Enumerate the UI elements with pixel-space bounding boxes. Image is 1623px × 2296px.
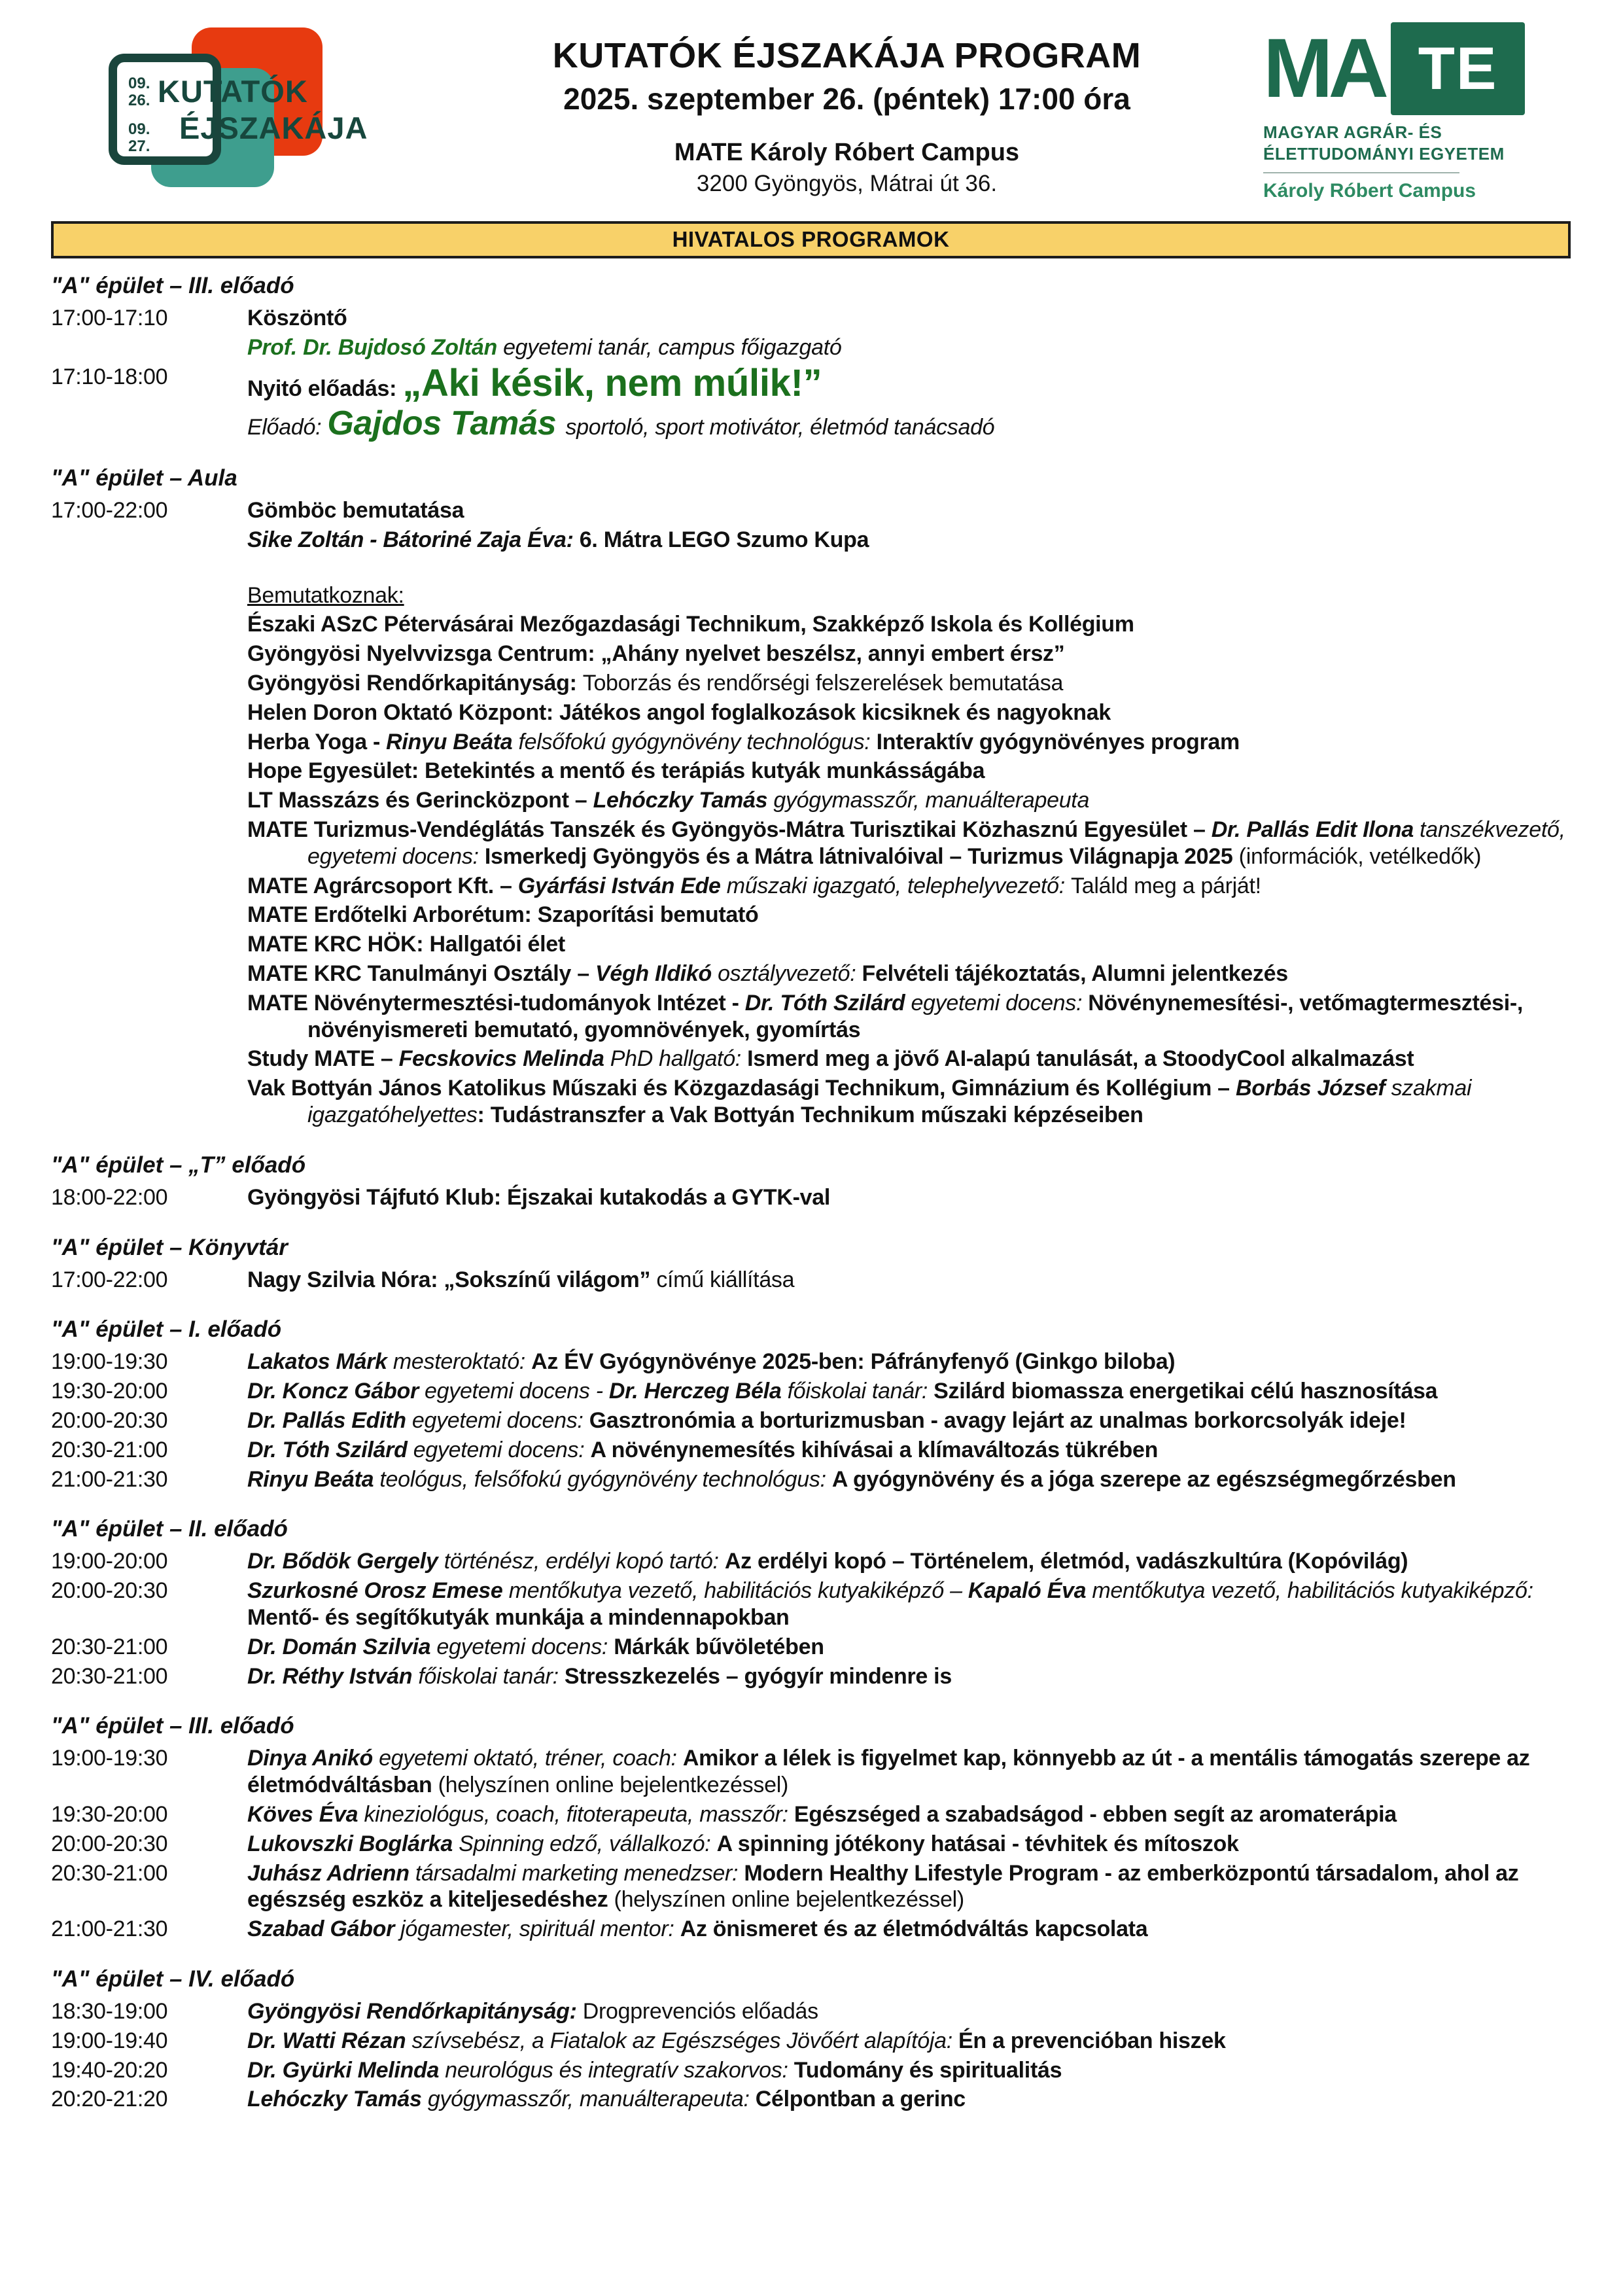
row-content — [247, 1438, 1158, 1462]
text-segment: Spinning edző, vállalkozó: — [459, 1831, 717, 1856]
mate-logo-name-line1: MAGYAR AGRÁR- ÉS — [1263, 122, 1442, 142]
official-programs-banner: HIVATALOS PROGRAMOK — [51, 221, 1571, 258]
text-segment: Gömböc bemutatása — [247, 498, 464, 523]
program-row — [51, 361, 1571, 404]
text-segment: Lukovszki Boglárka — [247, 1831, 459, 1856]
section-heading: "A" épület – „T” előadó — [51, 1152, 306, 1178]
text-segment: MATE KRC Tanulmányi Osztály – — [247, 961, 595, 987]
row-content — [247, 527, 869, 552]
row-content — [247, 788, 1089, 813]
text-segment: Mentő- és segítőkutyák munkája a mindennapokban — [247, 1604, 790, 1630]
time-range: 20:00-20:30 — [51, 1408, 168, 1433]
text-segment: Gasztronómia a borturizmusban - avagy lejárt az unalmas borkorcsolyák ideje! — [589, 1408, 1406, 1433]
text-segment: gyógymasszőr, manuálterapeuta: — [427, 2087, 756, 2112]
text-segment: Felvételi tájékoztatás, Alumni jelentkezés — [862, 961, 1288, 987]
text-segment: mesteroktató: — [393, 1349, 532, 1375]
text-segment: Az ÉV Gyógynövénye 2025-ben: Páfrányfenyő (Ginkgo biloba) — [531, 1349, 1176, 1375]
time-range: 19:30-20:00 — [51, 1801, 168, 1827]
text-segment: (információk, vetélkedők) — [1238, 843, 1482, 869]
section-heading: "A" épület – II. előadó — [51, 1516, 288, 1542]
text-segment: Drogprevenciós előadás — [582, 1998, 818, 2024]
row-content — [247, 1408, 1406, 1433]
program-section — [51, 1713, 1571, 1943]
text-segment: Gyárfási István Ede — [517, 873, 727, 898]
time-range: 18:00-22:00 — [51, 1184, 168, 1210]
text-segment: Gyöngyösi Rendőrkapitányság: — [247, 1998, 583, 2024]
text-segment: Study MATE – — [247, 1046, 399, 1072]
program-row — [51, 1860, 1571, 1914]
row-content — [247, 1916, 1147, 1941]
program-row-continuation — [51, 670, 1571, 697]
row-content — [247, 1634, 824, 1659]
text-segment: társadalmi marketing menedzser: — [415, 1860, 744, 1886]
program-row-continuation — [51, 873, 1571, 900]
section-heading: "A" épület – Aula — [51, 465, 237, 491]
text-segment: Szilárd biomassza energetikai célú hasznosítása — [934, 1379, 1438, 1404]
program-row — [51, 2057, 1571, 2084]
program-row — [51, 1407, 1571, 1434]
text-segment: Rinyu Beáta — [247, 1466, 380, 1492]
program-row-continuation — [51, 641, 1571, 667]
text-segment: Köves Éva — [247, 1801, 364, 1827]
text-segment: történész, erdélyi kopó tartó: — [444, 1549, 725, 1574]
row-content — [247, 1467, 1456, 1492]
program-row-continuation — [51, 611, 1571, 638]
text-segment: Célpontban a gerinc — [755, 2087, 966, 2112]
text-segment: Juhász Adrienn — [247, 1860, 415, 1886]
text-segment: osztályvezető: — [718, 961, 862, 987]
time-range: 17:00-17:10 — [51, 306, 168, 330]
text-segment: Dr. Pallás Edith — [247, 1408, 412, 1433]
kutatok-ejszakaja-logo — [51, 18, 430, 215]
text-segment: egyetemi tanár, campus főigazgató — [503, 334, 842, 360]
text-segment: Dr. Domán Szilvia — [247, 1634, 437, 1659]
time-range: 21:00-21:30 — [51, 1916, 168, 1942]
text-segment: Dr. Watti Rézan — [247, 2028, 412, 2053]
text-segment: Dr. Tóth Szilárd — [247, 1437, 413, 1462]
program-row — [51, 497, 1571, 524]
program-row-continuation — [51, 817, 1571, 870]
row-content — [247, 1185, 830, 1210]
program-row — [51, 1184, 1571, 1211]
text-segment: Stresszkezelés – gyógyír mindenre is — [564, 1663, 952, 1689]
program-row — [51, 1437, 1571, 1464]
text-segment: sportoló, sport motivátor, életmód tanácsadó — [565, 415, 995, 440]
row-content — [247, 874, 1261, 898]
text-segment: „Aki késik, nem múlik!” — [402, 361, 822, 404]
text-segment: Rinyu Beáta — [386, 729, 519, 754]
row-content — [247, 991, 1523, 1042]
text-segment: MATE KRC HÖK: Hallgatói élet — [247, 932, 565, 957]
text-segment: Borbás József — [1235, 1076, 1391, 1101]
text-segment: Márkák bűvöletében — [614, 1634, 824, 1659]
text-segment: Fecskovics Melinda — [398, 1046, 610, 1072]
program-row-continuation — [51, 406, 1571, 442]
section-heading: "A" épület – Könyvtár — [51, 1234, 288, 1260]
program-row-continuation — [51, 787, 1571, 814]
text-segment: egyetemi docens - — [425, 1379, 609, 1404]
text-segment: Dinya Anikó — [247, 1746, 379, 1771]
text-segment: Lehóczky Tamás — [247, 2087, 428, 2112]
title-block — [430, 18, 1263, 197]
program-row-continuation — [51, 582, 1571, 609]
text-segment: Gyöngyösi Nyelvvizsga Centrum: „Ahány nyelvet beszélsz, annyi embert érsz” — [247, 641, 1065, 667]
text-segment: Sike Zoltán - Bátoriné Zaja Éva: — [247, 527, 574, 552]
row-content — [247, 361, 822, 404]
text-segment: Dr. Gyürki Melinda — [247, 2057, 445, 2083]
text-segment: szakmai igazgatóhelyettes — [307, 1076, 1472, 1128]
logo-date-month: 09. — [128, 75, 150, 92]
text-segment: : Tudástranszfer a Vak Bottyán Technikum műszaki képzéseiben — [477, 1103, 1143, 1128]
row-content — [247, 1664, 952, 1689]
text-segment: jógamester, spirituál mentor: — [400, 1916, 680, 1942]
text-segment: című kiállítása — [656, 1267, 795, 1292]
text-segment: Előadó: — [247, 415, 328, 440]
logo-date-month: 09. — [128, 120, 150, 138]
row-content — [247, 730, 1240, 754]
time-range: 17:00-22:00 — [51, 498, 168, 523]
campus-name: MATE Károly Róbert Campus — [674, 139, 1020, 166]
row-content — [247, 671, 1063, 696]
row-content — [247, 2028, 1226, 2053]
text-segment: mentőkutya vezető, habilitációs kutyakiképző – — [508, 1578, 968, 1604]
row-content — [247, 902, 759, 927]
text-segment: Nagy Szilvia Nóra: „Sokszínű világom” — [247, 1267, 657, 1292]
text-segment: Gyöngyösi Tájfutó Klub: Éjszakai kutakodás a GYTK-val — [247, 1184, 830, 1210]
text-segment: Nyitó előadás: — [247, 376, 403, 401]
row-content — [247, 641, 1064, 666]
text-segment: Ismerkedj Gyöngyös és a Mátra látnivalóival – Turizmus Világnapja 2025 — [484, 843, 1239, 869]
time-range: 20:00-20:30 — [51, 1831, 168, 1856]
program-row-continuation — [51, 990, 1571, 1044]
program-row-continuation — [51, 699, 1571, 726]
row-content — [247, 306, 347, 330]
row-content — [247, 498, 464, 523]
text-segment: MATE Erdőtelki Arborétum: Szaporítási bemutató — [247, 902, 759, 928]
time-range: 17:10-18:00 — [51, 364, 168, 389]
text-segment: PhD hallgató: — [610, 1046, 748, 1072]
row-content — [247, 1549, 1408, 1574]
mate-logo-campus: Károly Róbert Campus — [1263, 180, 1476, 202]
text-segment: egyetemi oktató, tréner, coach: — [379, 1746, 683, 1771]
text-segment: Bemutatkoznak: — [247, 582, 404, 608]
logo-calendar-frame-shape — [109, 54, 221, 165]
text-segment: (helyszínen online bejelentkezéssel) — [614, 1887, 964, 1913]
text-segment: Ismerd meg a jövő AI-alapú tanulását, a StoodyCool alkalmazást — [747, 1046, 1414, 1072]
text-segment: LT Masszázs és Gerincközpont – — [247, 788, 593, 813]
row-spacer — [51, 556, 1571, 580]
mate-logo-ma-letters: MA — [1263, 22, 1385, 116]
program-row — [51, 1548, 1571, 1575]
text-segment: Interaktív gyógynövényes program — [876, 729, 1240, 754]
text-segment: egyetemi docens: — [436, 1634, 614, 1659]
text-segment: főiskolai tanár: — [418, 1663, 565, 1689]
program-row — [51, 1916, 1571, 1943]
time-range: 19:00-19:30 — [51, 1349, 168, 1375]
text-segment: tanszékvezető, egyetemi docens: — [307, 817, 1565, 869]
row-content — [247, 1578, 1533, 1630]
section-heading: "A" épület – III. előadó — [51, 273, 294, 298]
text-segment: Dr. Pallás Edit Ilona — [1211, 817, 1420, 843]
section-heading: "A" épület – III. előadó — [51, 1713, 294, 1739]
program-row — [51, 1466, 1571, 1493]
time-range: 19:40-20:20 — [51, 2057, 168, 2083]
text-segment: MATE Turizmus-Vendéglátás Tanszék és Gyöngyös-Mátra Turisztikai Közhasznú Egyesület – — [247, 817, 1212, 843]
text-segment: Találd meg a párját! — [1071, 873, 1261, 898]
row-content — [247, 2058, 1062, 2083]
mate-university-logo — [1263, 18, 1571, 202]
row-content — [247, 758, 985, 783]
text-segment: gyógymasszőr, manuálterapeuta — [773, 788, 1090, 813]
time-range: 20:20-21:20 — [51, 2087, 168, 2112]
text-segment: Hope Egyesület: Betekintés a mentő és terápiás kutyák munkásságába — [247, 758, 985, 784]
program-row — [51, 1998, 1571, 2025]
text-segment: Tudomány és spiritualitás — [794, 2057, 1062, 2083]
text-segment: Az önismeret és az életmódváltás kapcsolata — [680, 1916, 1148, 1942]
program-row — [51, 1745, 1571, 1799]
schedule — [51, 273, 1571, 2113]
text-segment: Helen Doron Oktató Központ: Játékos angol foglalkozások kicsiknek és nagyoknak — [247, 699, 1111, 725]
text-segment: Gyöngyösi Rendőrkapitányság: — [247, 671, 583, 696]
row-content — [247, 1349, 1175, 1374]
text-segment: Kapaló Éva — [968, 1578, 1092, 1604]
row-content — [247, 335, 841, 360]
program-row — [51, 1801, 1571, 1828]
time-range: 19:00-20:00 — [51, 1549, 168, 1574]
program-section — [51, 273, 1571, 442]
row-content — [247, 1267, 794, 1292]
row-content — [247, 1999, 818, 2024]
text-segment: A gyógynövény és a jóga szerepe az egészségmegőrzésben — [831, 1466, 1456, 1492]
text-segment: Dr. Réthy István — [247, 1663, 419, 1689]
row-content — [247, 1046, 1414, 1071]
row-content — [247, 700, 1111, 725]
time-range: 20:30-21:00 — [51, 1663, 168, 1689]
row-content — [247, 1379, 1437, 1404]
program-row — [51, 1634, 1571, 1661]
text-segment: Dr. Bődök Gergely — [247, 1549, 444, 1574]
text-segment: egyetemi docens: — [411, 1408, 589, 1433]
text-segment: Modern Healthy Lifestyle Program - az emberközpontú társadalom, ahol az egészség eszköz a kiteljesedéshez — [247, 1860, 1519, 1913]
row-content — [247, 1861, 1518, 1913]
program-section — [51, 1235, 1571, 1294]
row-content — [247, 1802, 1397, 1827]
program-row — [51, 2028, 1571, 2055]
text-segment: Növénynemesítési-, vetőmagtermesztési-, növényismereti bemutató, gyomnövények, gyomírtás — [307, 990, 1524, 1042]
text-segment: neurológus és integratív szakorvos: — [445, 2057, 794, 2083]
program-section — [51, 1516, 1571, 1689]
text-segment: Lehóczky Tamás — [593, 788, 774, 813]
row-content — [247, 961, 1288, 986]
program-row-continuation — [51, 758, 1571, 785]
program-section — [51, 1316, 1571, 1492]
text-segment: Toborzás és rendőrségi felszerelések bemutatása — [582, 671, 1064, 696]
time-range: 19:00-19:40 — [51, 2028, 168, 2053]
logo-date-day: 26. — [128, 91, 150, 109]
mate-logo-name-line2: ÉLETTUDOMÁNYI EGYETEM — [1263, 143, 1505, 164]
section-heading: "A" épület – IV. előadó — [51, 1966, 295, 1992]
time-range: 19:30-20:00 — [51, 1379, 168, 1404]
text-segment: A spinning jótékony hatásai - tévhitek és mítoszok — [716, 1831, 1239, 1856]
program-row-continuation — [51, 1075, 1571, 1129]
page-subtitle: 2025. szeptember 26. (péntek) 17:00 óra — [563, 82, 1130, 116]
row-content — [247, 932, 565, 957]
page-header — [51, 18, 1571, 215]
program-row — [51, 1831, 1571, 1858]
text-segment: Szabad Gábor — [247, 1916, 401, 1942]
time-range: 17:00-22:00 — [51, 1267, 168, 1292]
text-segment: egyetemi docens: — [911, 990, 1089, 1016]
page-title: KUTATÓK ÉJSZAKÁJA PROGRAM — [552, 36, 1142, 75]
text-segment: Gajdos Tamás — [327, 404, 566, 443]
program-row-continuation — [51, 334, 1571, 361]
time-range: 21:00-21:30 — [51, 1466, 168, 1492]
text-segment: mentőkutya vezető, habilitációs kutyakiképző: — [1092, 1578, 1533, 1604]
text-segment: Lakatos Márk — [247, 1349, 393, 1375]
mate-logo-wordmark — [1263, 22, 1571, 115]
mate-logo-divider — [1263, 172, 1459, 173]
text-segment: MATE Agrárcsoport Kft. – — [247, 873, 518, 898]
text-segment: szívsebész, a Fiatalok az Egészséges Jövőért alapítója: — [411, 2028, 959, 2053]
text-segment: Herba Yoga - — [247, 729, 387, 754]
text-segment: Egészséged a szabadságod - ebben segít az aromaterápia — [794, 1801, 1397, 1827]
text-segment: Dr. Tóth Szilárd — [744, 990, 911, 1016]
time-range: 20:30-21:00 — [51, 1860, 168, 1886]
text-segment: teológus, felsőfokú gyógynövény technológus: — [379, 1466, 832, 1492]
time-range: 20:30-21:00 — [51, 1437, 168, 1462]
row-content — [247, 1076, 1471, 1127]
program-row — [51, 305, 1571, 332]
program-row-continuation — [51, 527, 1571, 554]
text-segment: főiskolai tanár: — [787, 1379, 934, 1404]
time-range: 20:30-21:00 — [51, 1634, 168, 1659]
text-segment: Dr. Herczeg Béla — [608, 1379, 788, 1404]
program-row-continuation — [51, 1046, 1571, 1072]
text-segment: Amikor a lélek is figyelmet kap, könnyebb az út - a mentális támogatás szerepe az életmódváltásban — [247, 1746, 1530, 1798]
program-section — [51, 1152, 1571, 1211]
program-row-continuation — [51, 961, 1571, 987]
text-segment: Szurkosné Orosz Emese — [247, 1578, 509, 1604]
program-section — [51, 1966, 1571, 2113]
text-segment: 6. Mátra LEGO Szumo Kupa — [573, 527, 869, 552]
logo-date-day: 27. — [128, 137, 150, 155]
text-segment: felsőfokú gyógynövény technológus: — [518, 729, 877, 754]
row-content — [247, 1831, 1239, 1856]
program-row — [51, 1578, 1571, 1631]
time-range: 19:00-19:30 — [51, 1746, 168, 1771]
row-content — [247, 612, 1134, 637]
text-segment: Én a prevencióban hiszek — [958, 2028, 1226, 2053]
row-content — [247, 583, 404, 608]
time-range: 18:30-19:00 — [51, 1998, 168, 2024]
text-segment: Dr. Koncz Gábor — [247, 1379, 425, 1404]
logo-word-kutatok: KUTATÓK — [158, 74, 308, 109]
text-segment: Prof. Dr. Bujdosó Zoltán — [247, 334, 504, 360]
text-segment: (helyszínen online bejelentkezéssel) — [438, 1773, 788, 1798]
text-segment: MATE Növénytermesztési-tudományok Intézet - — [247, 990, 745, 1016]
text-segment: Északi ASzC Pétervásárai Mezőgazdasági Technikum, Szakképző Iskola és Kollégium — [247, 612, 1134, 637]
program-row-continuation — [51, 729, 1571, 756]
section-heading: "A" épület – I. előadó — [51, 1316, 282, 1343]
row-content — [247, 1746, 1529, 1797]
mate-logo-te-box: TE — [1391, 22, 1525, 115]
text-segment: Vak Bottyán János Katolikus Műszaki és Közgazdasági Technikum, Gimnázium és Kollégium – — [247, 1076, 1236, 1101]
program-row — [51, 1267, 1571, 1294]
program-section — [51, 465, 1571, 1129]
logo-word-ejszakaja: ÉJSZAKÁJA — [179, 111, 368, 145]
text-segment: A növénynemesítés kihívásai a klímaváltozás tükrében — [590, 1437, 1159, 1462]
text-segment: egyetemi docens: — [413, 1437, 591, 1462]
program-row — [51, 1663, 1571, 1690]
program-row-continuation — [51, 931, 1571, 958]
row-content — [247, 2087, 966, 2111]
text-segment: kineziológus, coach, fitoterapeuta, masszőr: — [364, 1801, 794, 1827]
mate-logo-name — [1263, 122, 1571, 164]
row-content — [247, 817, 1565, 869]
time-range: 20:00-20:30 — [51, 1578, 168, 1604]
text-segment: Köszöntő — [247, 306, 347, 330]
campus-address: 3200 Gyöngyös, Mátrai út 36. — [696, 171, 998, 196]
program-row — [51, 1378, 1571, 1405]
row-content — [247, 404, 995, 443]
program-row — [51, 1349, 1571, 1375]
program-row — [51, 2086, 1571, 2113]
text-segment: Végh Ildikó — [595, 961, 718, 987]
program-row-continuation — [51, 902, 1571, 928]
text-segment: műszaki igazgató, telephelyvezető: — [726, 873, 1072, 898]
text-segment: Az erdélyi kopó – Történelem, életmód, vadászkultúra (Kopóvilág) — [724, 1549, 1408, 1574]
